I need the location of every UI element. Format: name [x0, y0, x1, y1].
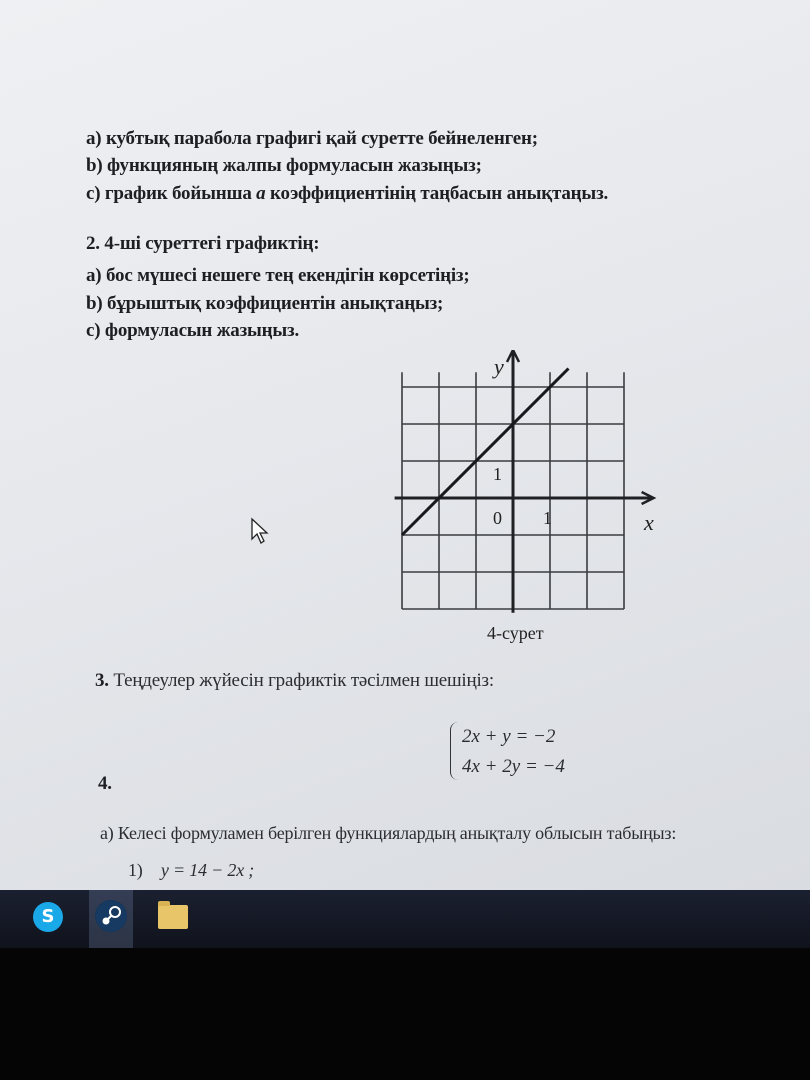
figure-caption: 4-сурет [487, 623, 544, 643]
x-tick-label-1: 1 [543, 508, 552, 528]
steam-icon[interactable] [95, 900, 127, 932]
skype-icon[interactable]: S [33, 902, 63, 932]
q1-item-b: b) функцияның жалпы формуласын жазыңыз; [86, 155, 482, 176]
q4-item-1-formula: y = 14 − 2x ; [160, 860, 255, 880]
q4-item-1-number: 1) [128, 860, 143, 880]
q2-item-a: a) бос мүшесі нешеге тең екендігін көрсетіңіз; [86, 265, 470, 286]
q4-a-text: a) Келесі формуламен берілген функциялардың анықталу облысын табыңыз: [100, 823, 677, 843]
axis-y-label: y [494, 354, 504, 379]
equation-system [450, 722, 620, 784]
y-tick-label-1: 1 [493, 464, 502, 484]
q2-item-c: c) формуласын жазыңыз. [86, 320, 300, 341]
axis-x-label: x [644, 510, 654, 535]
q1-item-a: a) кубтық парабола графигі қай суретте бейнеленген; [86, 128, 538, 149]
equation-2: 4x + 2y = −4 [462, 756, 565, 777]
q3-text: 3. Теңдеулер жүйесін графиктік тәсілмен шешіңіз: [95, 670, 494, 691]
folder-icon[interactable] [158, 905, 188, 929]
mouse-cursor-icon [250, 517, 270, 545]
q2-title: 2. 4-ші суреттегі графиктің: [86, 233, 320, 254]
monitor-bezel [0, 948, 810, 1080]
equation-1: 2x + y = −2 [462, 726, 556, 747]
graph-axes [395, 350, 654, 613]
q2-item-b: b) бұрыштық коэффициентін анықтаңыз; [86, 293, 444, 314]
system-brace [450, 722, 461, 780]
origin-label: 0 [493, 508, 502, 528]
q4-number: 4. [98, 773, 112, 794]
q4-item-1 [128, 860, 254, 881]
figure-4-graph [390, 350, 680, 620]
q1-item-c: c) график бойынша a коэффициентінің таңбасын анықтаңыз. [86, 183, 609, 204]
